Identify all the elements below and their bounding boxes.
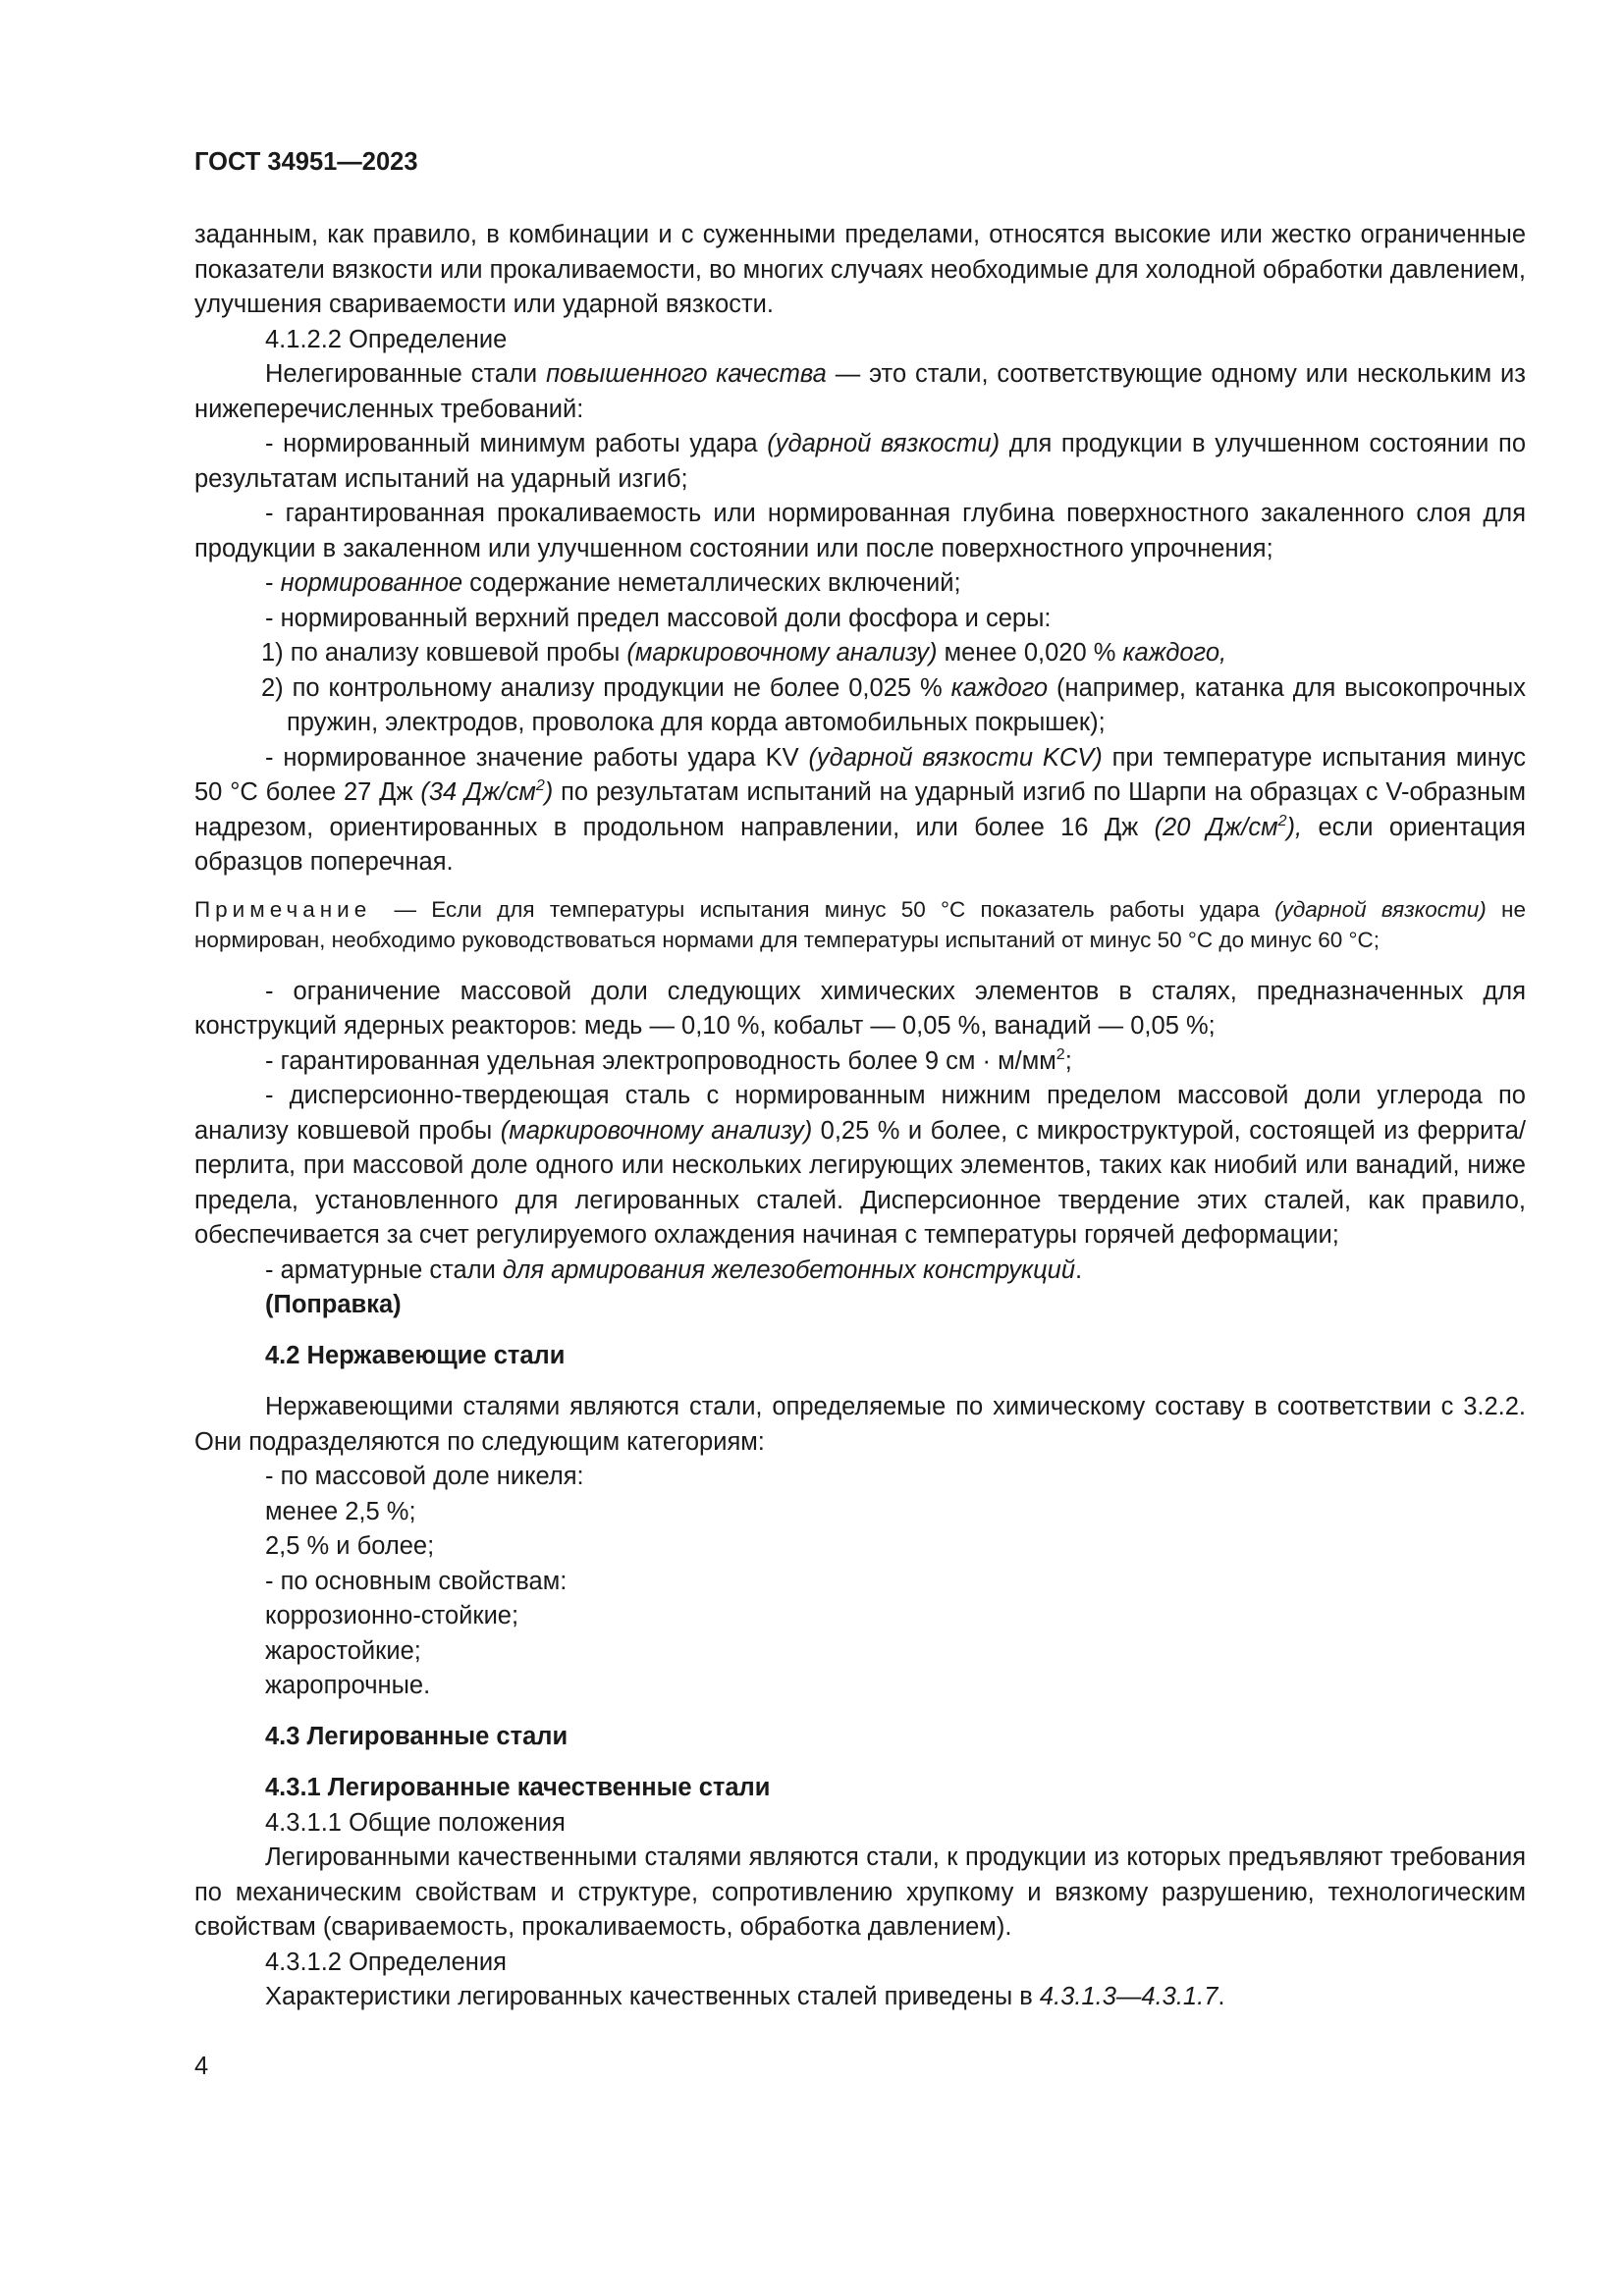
section-heading-4-3-1-1: 4.3.1.1 Общие положения — [265, 1808, 566, 1837]
paragraph: Нелегированные стали повышенного качества — это стали, соответствующие одному или нескольким из нижеперечисленных требований: — [194, 360, 1526, 423]
cross-reference-link: 4.3.1.3—4.3.1.7 — [1039, 1983, 1218, 2010]
list-item: менее 2,5 %; — [265, 1497, 416, 1525]
section-heading-4-3-1-2: 4.3.1.2 Определения — [265, 1948, 507, 1976]
list-item: жаростойкие; — [265, 1636, 421, 1665]
list-item: - гарантированная удельная электропроводность более 9 см · $м/мм^2$; — [265, 1045, 1072, 1075]
list-item: жаропрочные. — [265, 1672, 431, 1699]
list-item: - нормированный верхний предел массовой доли фосфора и серы: — [265, 604, 1052, 632]
sub-list-item: 2) по контрольному анализу продукции не более 0,025 % каждого (например, катанка для высокопрочных пружин, электродов, проволока для корда автомобильных покрышек); — [261, 673, 1526, 736]
list-item: - нормированное значение работы удара KV (ударной вязкости KCV) при температуре испытания минус 50 °С более 27 Дж (34 $Дж/см^2$) по результатам испытаний на ударный изгиб по Шарпи на образцах с V-образным надрезом, ориентированных в продольном направлении, или более 16 Дж (20 $Дж/см^2$), если ориентация образцов поперечная. — [194, 743, 1527, 876]
list-item: - ограничение массовой доли следующих химических элементов в сталях, предназначенных для конструкций ядерных реакторов: медь — 0,10 %, кобальт — 0,05 %, ванадий — 0,05 %; — [194, 977, 1526, 1040]
section-heading-4-3-1: 4.3.1 Легированные качественные стали — [265, 1774, 771, 1801]
paragraph: Легированными качественными сталями являются стали, к продукции из которых предъявляют требования по механическим свойствам и структуре, сопротивлению хрупкому и вязкому разрушению, технологическим свойствам (свариваемость, прокаливаемость, обработка давлением). — [194, 1843, 1526, 1941]
list-item: - по основным свойствам: — [265, 1567, 568, 1595]
section-heading-4-2: 4.2 Нержавеющие стали — [265, 1341, 566, 1369]
list-item: - нормированное содержание неметаллических включений; — [265, 569, 961, 597]
list-item: - гарантированная прокаливаемость или нормированная глубина поверхностного закаленного слоя для продукции в закаленном или улучшенном состоянии или после поверхностного упрочнения; — [194, 500, 1526, 562]
sub-list-item: 1) по анализу ковшевой пробы (маркировочному анализу) менее 0,020 % каждого, — [261, 639, 1227, 667]
list-item: - дисперсионно-твердеющая сталь с нормированным нижним пределом массовой доли углерода по анализу ковшевой пробы (маркировочному анализу) 0,25 % и более, с микроструктурой, состоящей из феррита/перлита, при массовой доле одного или нескольких легирующих элементов, таких как ниобий или ванадий, ниже предела, установленного для легированных сталей. Дисперсионное твердение этих сталей, как правило, обеспечивается за счет регулируемого охлаждения начиная с температуры горячей деформации; — [194, 1082, 1526, 1249]
list-item: - по массовой доле никеля: — [265, 1463, 584, 1490]
list-item: - нормированный минимум работы удара (ударной вязкости) для продукции в улучшенном состоянии по результатам испытаний на ударный изгиб; — [194, 430, 1526, 493]
paragraph: Нержавеющими сталями являются стали, определяемые по химическому составу в соответствии с 3.2.2. Они подразделяются по следующим категориям: — [194, 1393, 1526, 1456]
paragraph: заданным, как правило, в комбинации и с суженными пределами, относятся высокие или жестко ограниченные показатели вязкости или прокаливаемости, во многих случаях необходимые для холодной обработки давлением, улучшения свариваемости или ударной вязкости. — [194, 221, 1526, 318]
list-item: коррозионно-стойкие; — [265, 1602, 519, 1629]
list-item: - арматурные стали для армирования железобетонных конструкций. — [265, 1255, 1083, 1284]
paragraph: Характеристики легированных качественных сталей приведены в 4.3.1.3—4.3.1.7. — [265, 1983, 1225, 2010]
note: Примечание — Если для температуры испытания минус 50 °С показатель работы удара (ударной вязкости) не нормирован, необходимо руководствоваться нормами для температуры испытаний от минус 50 °С до минус 60 °С; — [194, 896, 1526, 952]
list-item: 2,5 % и более; — [265, 1532, 435, 1560]
document-page — [194, 147, 1526, 2015]
page-number: 4 — [194, 2053, 209, 2080]
note-label: Примечание — [194, 896, 372, 922]
section-heading-4-3: 4.3 Легированные стали — [265, 1722, 568, 1750]
section-heading-4-1-2-2: 4.1.2.2 Определение — [265, 325, 508, 353]
amendment-mark: (Поправка) — [265, 1291, 402, 1318]
document-header: ГОСТ 34951—2023 — [194, 148, 418, 176]
